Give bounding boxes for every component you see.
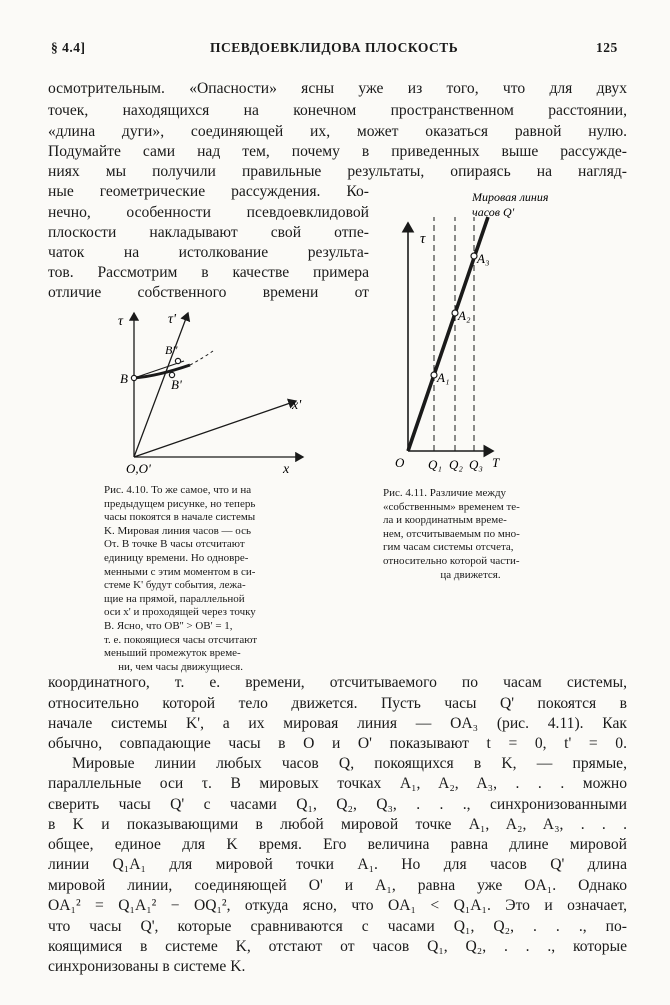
running-title: ПСЕВДОЕВКЛИДОВА ПЛОСКОСТЬ: [210, 40, 459, 55]
label-A1: A₁: [437, 370, 450, 385]
text-line: плоскости накладывают свой отпе-: [48, 224, 369, 241]
label-world-line: Мировая линия: [472, 190, 549, 204]
label-tau: τ: [118, 314, 124, 329]
text-line: начале системы K', а их мировая линия — OA₃ (рис. 4.11). Как: [48, 715, 627, 732]
caption-line: гим часам системы отсчета,: [383, 541, 514, 554]
label-B-prime: B': [171, 377, 182, 392]
hyperbola-dashed: [190, 351, 213, 365]
text-line: Мировые линии любых часов Q, покоящихся в K, — прямые,: [72, 755, 627, 772]
caption-line: K. Мировая линия часов — ось: [104, 524, 251, 537]
point-B: [131, 375, 136, 380]
caption-line: меньший промежуток време-: [104, 647, 241, 660]
label-clock-q: часов Q': [472, 205, 515, 219]
caption-line: Oτ. В точке B часы отсчитают: [104, 538, 245, 551]
caption-line: единицу времени. Но одновре-: [104, 551, 249, 564]
caption-line: часы покоятся в начале системы: [104, 511, 256, 524]
text-line: ные геометрические рассуждения. Ко-: [48, 183, 369, 200]
caption-line: щие на прямой, параллельной: [104, 592, 245, 605]
caption-line: т. е. покоящиеся часы отсчитают: [104, 633, 258, 646]
label-Q3: Q₃: [469, 457, 483, 472]
text-line: тов. Рассмотрим в качестве примера: [48, 264, 369, 281]
caption-line: оси x' и проходящей через точку: [104, 606, 256, 619]
label-tau-prime: τ': [168, 312, 177, 327]
text-line: ниях мы получили правильные результаты, опираясь на нагляд-: [48, 163, 627, 180]
caption-line: Рис. 4.10. То же самое, что и на: [104, 484, 252, 496]
text-line: общее, единое для K время. Его величина равна длине мировой: [48, 836, 627, 853]
point-B-double-prime: [175, 358, 180, 363]
caption-line: «собственным» временем те-: [383, 500, 520, 513]
text-line: обычно, совпадающие часы в O и O' показывают t = 0, t' = 0.: [48, 735, 627, 752]
section-number: § 4.4]: [51, 40, 86, 55]
caption-line: Рис. 4.11. Различие между: [383, 487, 507, 499]
caption-line: ла и координатным време-: [383, 514, 507, 527]
text-line: координатного, т. е. времени, отсчитываемого по часам системы,: [48, 674, 627, 691]
text-line: что часы Q', которые сравниваются с часами Q₁, Q₂, . . ., по-: [48, 918, 627, 935]
text-line: мировой линии, соединяющей O' и A₁, равна уже OA₁. Однако: [48, 877, 627, 894]
label-tau: τ: [420, 231, 426, 247]
text-line: OA₁² = Q₁A₁² − OQ₁², откуда ясно, что OA₁ < Q₁A₁. Это и означает,: [48, 897, 627, 914]
text-line: отличие собственного времени от: [48, 284, 369, 301]
text-line: коящимися в системе K, отстают от часов Q₁, Q₂, . . ., которые: [48, 938, 627, 955]
q-prime-world-line: [408, 217, 488, 451]
label-x-prime: x': [292, 398, 302, 413]
label-origin: O,O': [126, 461, 151, 476]
text-line: Подумайте сами над тем, почему в приведенных выше рассужде-: [48, 143, 627, 160]
caption-line: ца движется.: [440, 568, 501, 581]
label-x: x: [283, 462, 290, 477]
label-T: T: [492, 455, 500, 470]
figure-4-10: [108, 305, 318, 480]
label-O: O: [395, 455, 405, 470]
text-line: «длина дуги», соединяющей их, может оказаться равной нулю.: [48, 123, 627, 140]
text-line: в K и показывающими в любой мировой точке A₁, A₂, A₃, . . .: [48, 816, 627, 833]
figure-4-11-caption: [383, 487, 558, 582]
label-Q1: Q₁: [428, 457, 442, 472]
x-prime-axis: [134, 401, 296, 457]
caption-line: относительно которой части-: [383, 554, 520, 567]
text-line: синхронизованы в системе K.: [48, 958, 246, 975]
label-Q2: Q₂: [449, 457, 463, 472]
page-number: 125: [596, 40, 618, 55]
text-line: линии Q₁A₁ для мировой точки A₁. Но для часов Q' длина: [48, 856, 627, 873]
text-line: параллельные оси τ. В мировых точках A₁, A₂, A₃, . . . можно: [48, 775, 627, 792]
figure-4-11: [375, 185, 575, 480]
text-line: осмотрительным. «Опасности» ясны уже из того, что для двух: [48, 80, 627, 97]
text-line: сверить часы Q' с часами Q₁, Q₂, Q₃, . . ., синхронизованными: [48, 796, 627, 813]
text-line: чаток на истолкование результа-: [48, 244, 369, 261]
text-line: точек, находящихся на конечном пространственном расстоянии,: [48, 102, 627, 119]
label-A2: A₂: [458, 308, 471, 323]
caption-line: предыдущем рисунке, но теперь: [104, 497, 256, 510]
label-B-double-prime: B'': [165, 343, 178, 357]
label-A3: A₃: [477, 251, 490, 266]
caption-line: ни, чем часы движущиеся.: [118, 660, 243, 673]
label-B: B: [120, 371, 128, 386]
text-line: нечно, особенности псевдоевклидовой: [48, 204, 369, 221]
caption-line: стеме K' будут события, лежа-: [104, 579, 246, 592]
caption-line: B. Ясно, что OB'' > OB' = 1,: [104, 619, 233, 632]
caption-line: менными с этим моментом в си-: [104, 565, 256, 578]
caption-line: нем, отсчитываемым по мно-: [383, 527, 520, 540]
figure-4-10-caption: [104, 484, 257, 674]
text-line: относительно которой тело движется. Пусть часы Q' покоятся в: [48, 695, 627, 712]
